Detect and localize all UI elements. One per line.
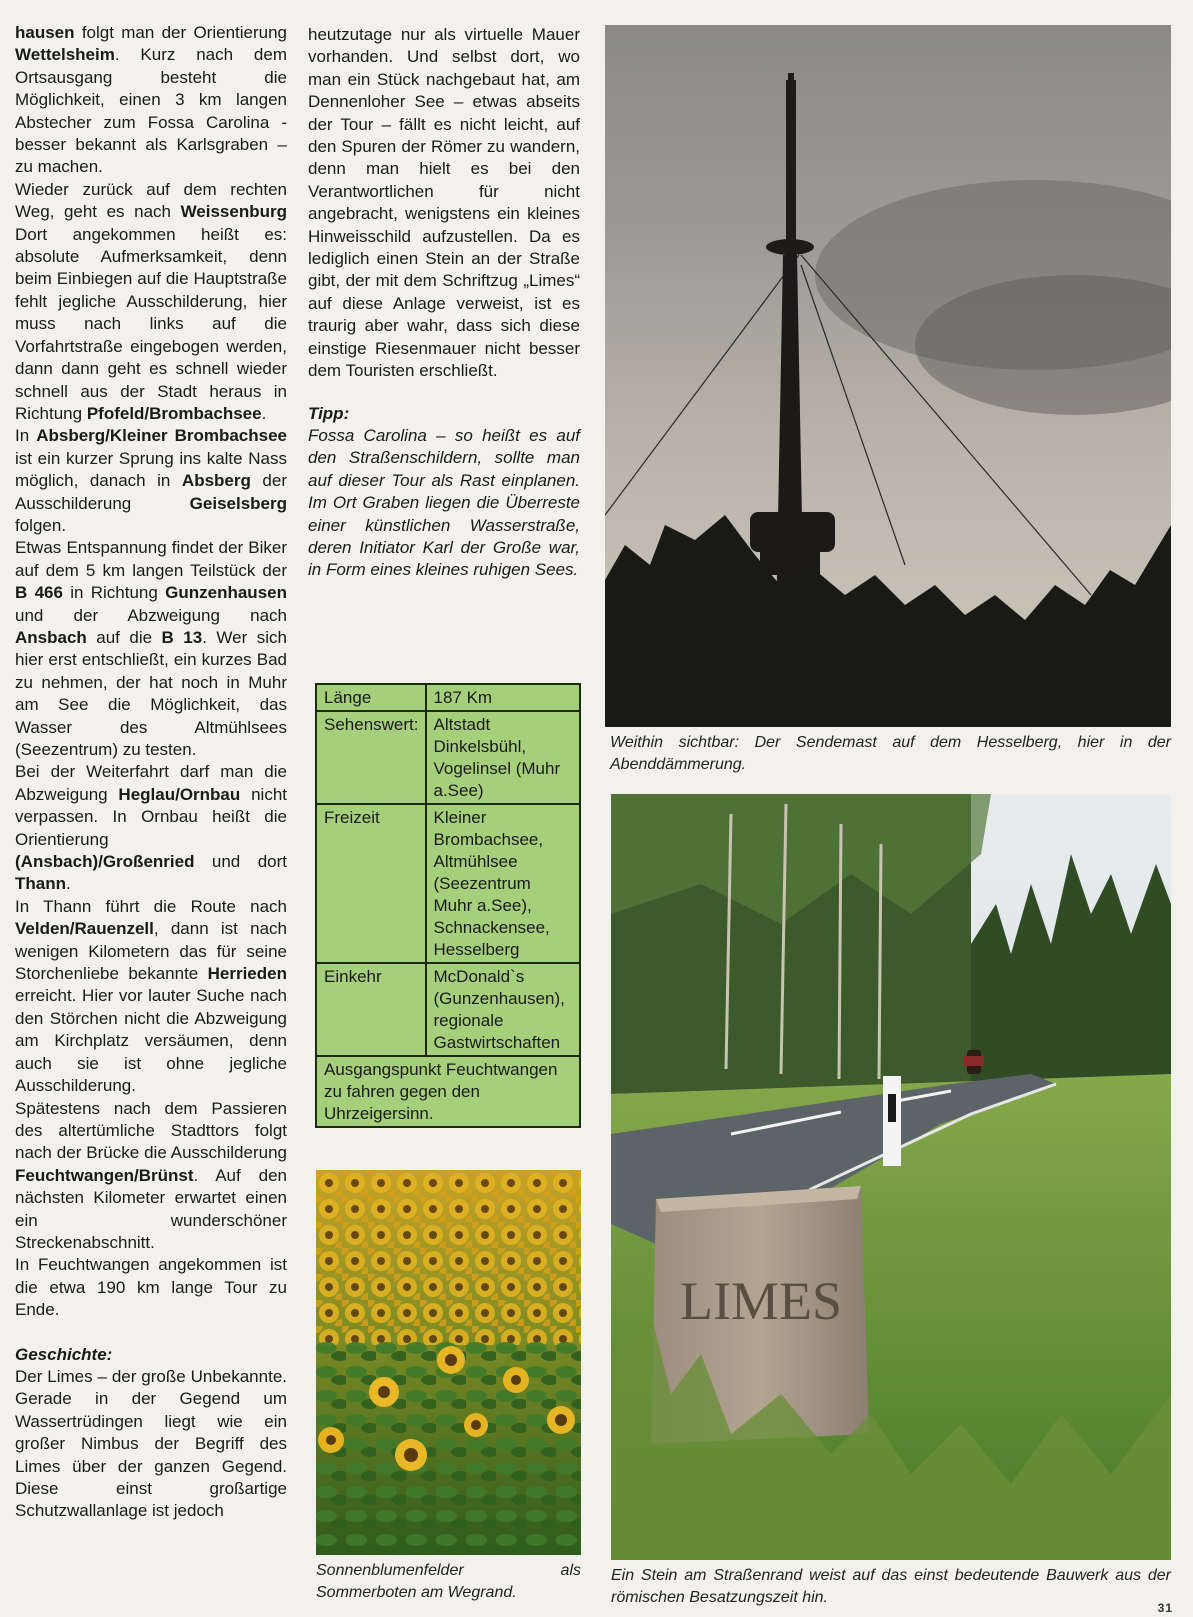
table-value: Kleiner Brombachsee, Altmühlsee (Seezentrum Muhr a.See), Schnackensee, Hesselberg bbox=[426, 804, 581, 963]
paragraph: hausen folgt man der Orientierung Wettelsheim. Kurz nach dem Ortsausgang besteht die Möglichkeit, einen 3 km langen Abstecher zum Fossa Carolina - besser bekannt als Karlsgraben – zu machen. bbox=[15, 23, 287, 177]
tower-photo bbox=[605, 25, 1171, 727]
table-row bbox=[316, 684, 580, 711]
table-value: 187 Km bbox=[426, 684, 581, 711]
text-column-1 bbox=[15, 22, 287, 1523]
paragraph: In Absberg/Kleiner Brombachsee ist ein kurzer Sprung ins kalte Nass möglich, danach in Absberg der Ausschilderung Geiselsberg folgen. bbox=[15, 426, 287, 535]
paragraph: heutzutage nur als virtuelle Mauer vorhanden. Und selbst dort, wo man ein Stück nachgebaut hat, am Dennenloher See – etwas abseits der Tour – fällt es nicht leicht, auf den Spuren der Römer zu wandern, denn man hielt es bei den Verantwortlichen für nicht angebracht, wenigstens ein kleines Hinweisschild aufzustellen. Da es lediglich einen Stein an der Straße gibt, der mit dem Schriftzug „Limes“ auf diese Anlage verweist, ist es traurig aber wahr, dass sich diese einstige Riesenmauer nicht besser dem Touristen erschließt. bbox=[308, 25, 580, 381]
paragraph: Etwas Entspannung findet der Biker auf dem 5 km langen Teilstück der B 466 in Richtung Gunzenhausen und der Abzweigung nach Ansbach auf die B 13. Wer sich hier erst entschließt, ein kurzes Bad zu nehmen, der hat noch in Muhr am See die Möglichkeit, das Wasser des Altmühlsees (Seezentrum) zu testen. bbox=[15, 538, 287, 759]
page-number: 31 bbox=[1157, 1601, 1173, 1615]
table-row bbox=[316, 804, 580, 963]
sunflower-photo bbox=[316, 1170, 581, 1555]
tour-info-table bbox=[315, 683, 581, 1128]
limes-caption: Ein Stein am Straßenrand weist auf das einst bedeutende Bauwerk aus der römischen Besatzungszeit hin. bbox=[611, 1567, 1171, 1606]
paragraph: In Thann führt die Route nach Velden/Rauenzell, dann ist nach wenigen Kilometern das für seine Storchenliebe bekannte Herrieden erreicht. Hier vor lauter Suche nach den Störchen nicht die Abzweigung am Kirchplatz versäumen, denn auch sie ist ohne jegliche Ausschilderung. bbox=[15, 896, 287, 1096]
sunflower-field-image bbox=[316, 1170, 581, 1555]
paragraph: Der Limes – der große Unbekannte. Gerade in der Gegend um Wassertrüdingen liegt wie ein großer Nimbus der Begriff des Limes über der ganzen Gegend. Diese einst großartige Schutzwallanlage ist jedoch bbox=[15, 1366, 287, 1521]
paragraph: Wieder zurück auf dem rechten Weg, geht es nach Weissenburg Dort angekommen heißt es: absolute Aufmerksamkeit, denn beim Einbiegen auf die Hauptstraße fehlt jegliche Ausschilderung, hier muss nach links auf die Vorfahrtstraße eingebogen werden, dann dann geht es schnell wieder schnell aus der Stadt heraus in Richtung Pfofeld/Brombachsee. bbox=[15, 179, 287, 423]
transmission-tower-image bbox=[605, 25, 1171, 727]
limes-stone-road-image bbox=[611, 794, 1171, 1560]
limes-road-photo bbox=[611, 794, 1171, 1560]
table-key: Freizeit bbox=[316, 804, 426, 963]
tower-caption: Weithin sichtbar: Der Sendemast auf dem Hesselberg, hier in der Abenddämmerung. bbox=[610, 734, 1171, 773]
table-key: Sehenswert: bbox=[316, 711, 426, 804]
table-value: McDonald`s (Gunzenhausen), regionale Gastwirtschaften bbox=[426, 963, 581, 1056]
tip-text: Fossa Carolina – so heißt es auf den Straßenschildern, sollte man auf dieser Tour als Rast einplanen. Im Ort Graben liegen die Überreste einer künstlichen Wasserstraße, deren Initiator Karl der Große war, in Form eines kleines ruhigen Sees. bbox=[308, 425, 580, 580]
sunflower-caption: Sonnenblumenfelder als Sommerboten am Wegrand. bbox=[316, 1562, 581, 1601]
paragraph: Spätestens nach dem Passieren des altertümliche Stadttors folgt nach der Brücke die Ausschilderung Feuchtwangen/Brünst. Auf den nächsten Kilometer erwartet einen ein wunderschöner Streckenabschnitt. bbox=[15, 1098, 287, 1252]
paragraph: Bei der Weiterfahrt darf man die Abzweigung Heglau/Ornbau nicht verpassen. In Ornbau heißt die Orientierung (Ansbach)/Großenried und dort Thann. bbox=[15, 762, 287, 894]
table-row bbox=[316, 963, 580, 1056]
table-value: Altstadt Dinkelsbühl, Vogelinsel (Muhr a.See) bbox=[426, 711, 581, 804]
paragraph: In Feuchtwangen angekommen ist die etwa 190 km lange Tour zu Ende. bbox=[15, 1255, 287, 1320]
table-key: Länge bbox=[316, 684, 426, 711]
tip-heading: Tipp: bbox=[308, 403, 350, 423]
table-key: Einkehr bbox=[316, 963, 426, 1056]
table-row bbox=[316, 711, 580, 804]
table-row bbox=[316, 1056, 580, 1127]
stone-inscription: LIMES bbox=[680, 1271, 842, 1331]
section-heading: Geschichte: bbox=[15, 1344, 113, 1364]
text-column-2 bbox=[308, 24, 580, 582]
table-footer: Ausgangspunkt Feuchtwangen zu fahren gegen den Uhrzeigersinn. bbox=[316, 1056, 580, 1127]
